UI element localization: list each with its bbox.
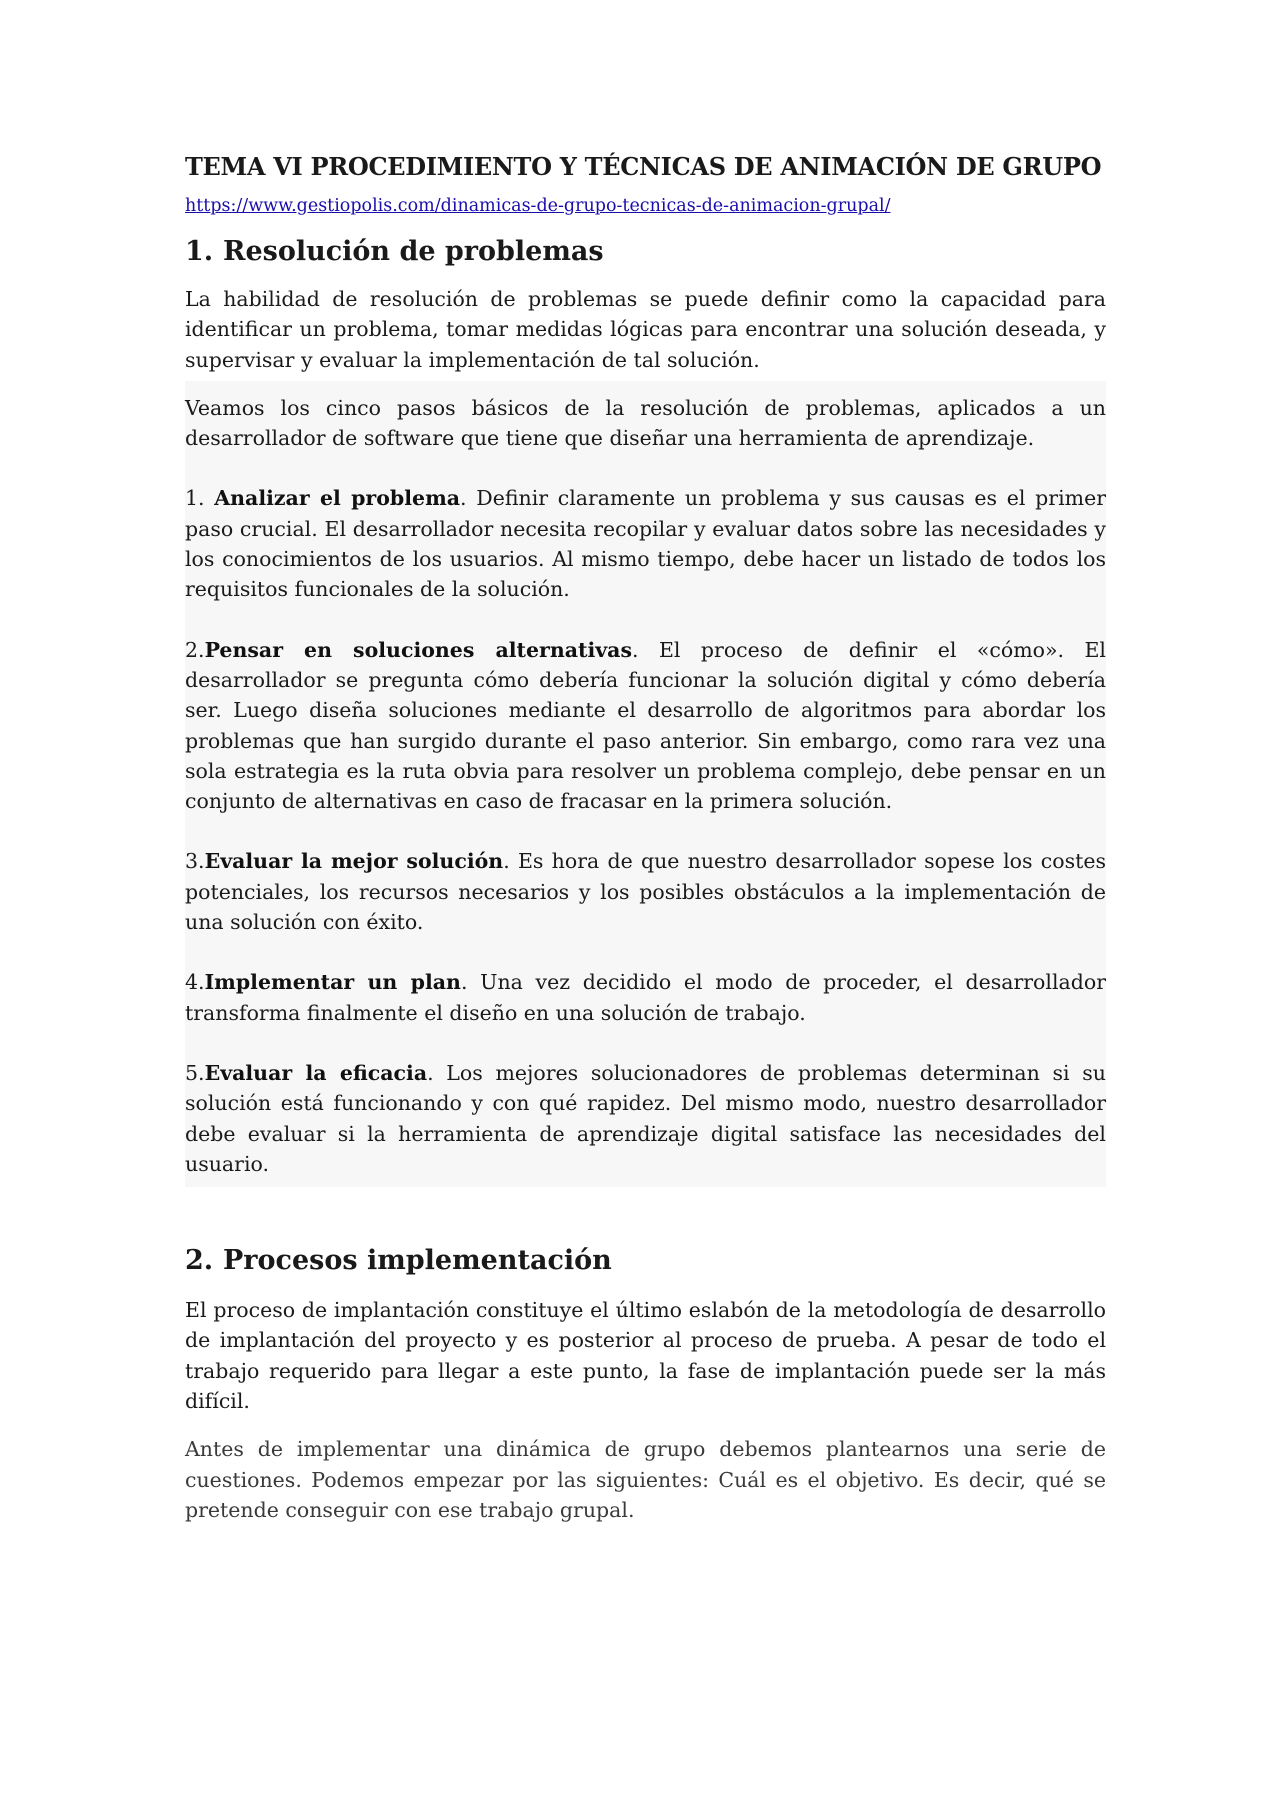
group-dynamics-paragraph: Antes de implementar una dinámica de grupo debemos plantearnos una serie de cuestiones. Podemos empezar por las siguientes: Cuál es el objetivo. Es decir, qué se pretende conseguir con ese trabajo grupal. — [185, 1437, 1106, 1522]
step-1-paragraph — [185, 483, 1106, 604]
section-number: 2. — [185, 1245, 214, 1277]
steps-lead-paragraph: Veamos los cinco pasos básicos de la resolución de problemas, aplicados a un desarrollador de software que tiene que diseñar una herramienta de aprendizaje. — [185, 395, 1106, 451]
step-title: Evaluar la mejor solución — [204, 849, 504, 874]
step-number: 2. — [185, 637, 205, 662]
document-title: TEMA VI PROCEDIMIENTO Y TÉCNICAS DE ANIMACIÓN DE GRUPO — [185, 152, 1102, 181]
step-number: 3. — [185, 849, 205, 874]
source-link[interactable]: https://www.gestiopolis.com/dinamicas-de-grupo-tecnicas-de-animacion-grupal/ — [185, 196, 891, 216]
step-title: Analizar el problema — [214, 486, 461, 511]
step-number: 5. — [185, 1060, 205, 1085]
step-number: 4. — [185, 970, 205, 995]
step-text: . Es hora de que nuestro desarrollador sopese los costes potenciales, los recursos necesarios y los posibles obstáculos a la implementación de una solución con éxito. — [185, 849, 1106, 935]
section-title: Resolución de problemas — [223, 236, 604, 267]
step-title: Evaluar la eficacia — [204, 1060, 428, 1085]
step-3-paragraph — [185, 846, 1106, 937]
section-heading-resolucion — [185, 232, 1106, 272]
document-page — [185, 150, 1106, 1525]
steps-block — [185, 381, 1106, 1187]
section-heading-procesos — [185, 1241, 1106, 1281]
step-text: . Una vez decidido el modo de proceder, el desarrollador transforma finalmente el diseño en una solución de trabajo. — [185, 970, 1106, 1025]
step-2-paragraph — [185, 635, 1106, 817]
step-text: . Definir claramente un problema y sus causas es el primer paso crucial. El desarrollador necesita recopilar y evaluar datos sobre las necesidades y los conocimientos de los usuarios. Al mismo tiempo, debe hacer un listado de todos los requisitos funcionales de la solución. — [185, 486, 1106, 602]
step-4-paragraph — [185, 967, 1106, 1028]
step-text: . Los mejores solucionadores de problemas determinan si su solución está funcionando y con qué rapidez. Del mismo modo, nuestro desarrollador debe evaluar si la herramienta de aprendizaje digital satisface las necesidades del usuario. — [185, 1060, 1106, 1176]
section-title: Procesos implementación — [223, 1245, 612, 1277]
step-number: 1. — [185, 486, 215, 511]
step-text: . El proceso de definir el «cómo». El desarrollador se pregunta cómo debería funcionar la solución digital y cómo debería ser. Luego diseña soluciones mediante el desarrollo de algoritmos para abordar los problemas que han surgido durante el paso anterior. Sin embargo, como rara vez una sola estrategia es la ruta obvia para resolver un problema complejo, debe pensar en un conjunto de alternativas en caso de fracasar en la primera solución. — [185, 637, 1106, 814]
step-title: Implementar un plan — [204, 970, 461, 995]
section-number: 1. — [185, 236, 214, 267]
implementation-paragraph: El proceso de implantación constituye el último eslabón de la metodología de desarrollo de implantación del proyecto y es posterior al proceso de prueba. A pesar de todo el trabajo requerido para llegar a este punto, la fase de implantación puede ser la más difícil. — [185, 1298, 1106, 1414]
step-title: Pensar en soluciones alternativas — [204, 637, 633, 662]
intro-paragraph: La habilidad de resolución de problemas se puede definir como la capacidad para identificar un problema, tomar medidas lógicas para encontrar una solución deseada, y supervisar y evaluar la implementación de tal solución. — [185, 287, 1106, 372]
step-5-paragraph — [185, 1058, 1106, 1179]
